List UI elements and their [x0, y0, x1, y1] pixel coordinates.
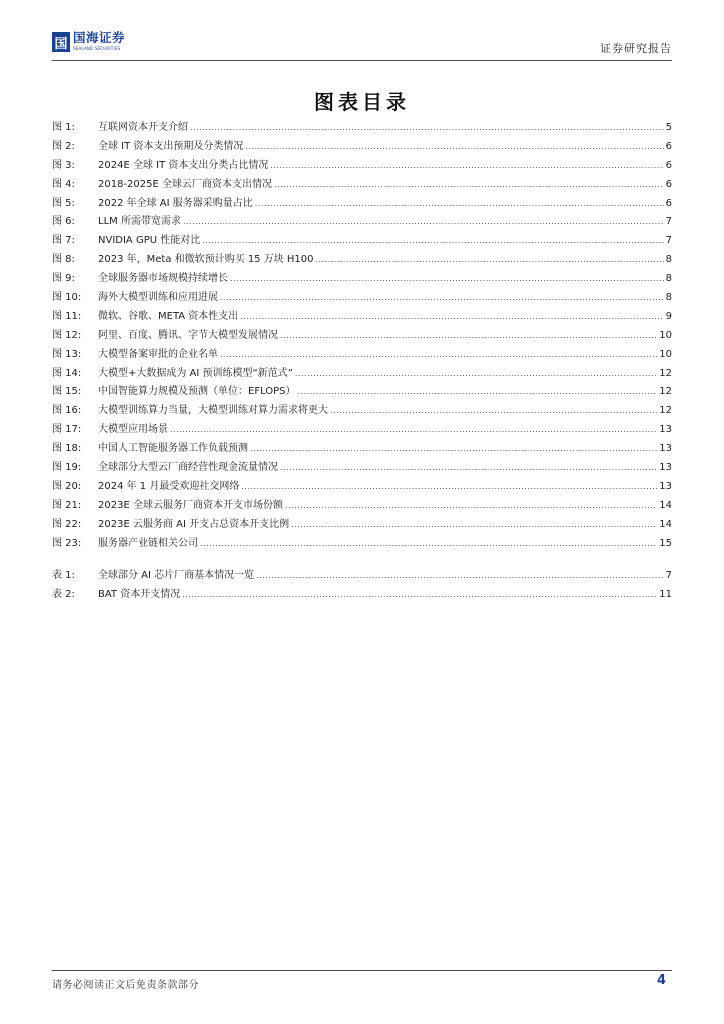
entry-title: 2024 年 1 月最受欢迎社交网络: [98, 480, 240, 492]
entry-page-number: 12: [659, 405, 672, 417]
report-type-label: 证券研究报告: [600, 42, 672, 55]
figure-entry[interactable]: [52, 497, 672, 516]
figure-entry[interactable]: [52, 402, 672, 421]
entry-page-number: 6: [665, 178, 672, 190]
entry-title: 服务器产业链相关公司: [98, 537, 198, 549]
entry-title: NVIDIA GPU 性能对比: [98, 235, 201, 247]
dot-leader: [220, 289, 664, 308]
dot-leader: [291, 516, 657, 535]
dot-leader: [255, 195, 664, 214]
page-header: [52, 30, 672, 58]
dot-leader: [274, 176, 664, 195]
figure-entry[interactable]: [52, 535, 672, 554]
figure-entry[interactable]: [52, 213, 672, 232]
page-title: 图表目录: [314, 90, 410, 114]
entry-page-number: 6: [665, 159, 672, 171]
entry-page-number: 8: [665, 292, 672, 304]
entry-page-number: 7: [665, 216, 672, 228]
entry-page-number: 7: [665, 570, 672, 582]
dot-leader: [316, 251, 664, 270]
dot-leader: [245, 138, 663, 157]
entry-page-number: 10: [659, 348, 672, 360]
entry-page-number: 8: [665, 254, 672, 266]
logo-english-name: SEALAND SECURITIES: [73, 46, 121, 51]
entry-page-number: 11: [659, 589, 672, 601]
dot-leader: [241, 478, 657, 497]
entry-page-number: 6: [665, 197, 672, 209]
entry-title: 2018-2025E 全球云厂商资本支出情况: [98, 178, 273, 190]
entry-label: 图 9:: [52, 273, 75, 285]
entry-page-number: 9: [665, 310, 672, 322]
dot-leader: [170, 421, 657, 440]
entry-label: 图 12:: [52, 329, 82, 341]
entry-label: 表 1:: [52, 570, 75, 582]
entry-title: 全球服务器市场规模持续增长: [98, 273, 228, 285]
figure-entry[interactable]: [52, 383, 672, 402]
logo-mark-icon: 国: [52, 32, 70, 52]
dot-leader: [202, 232, 663, 251]
entry-page-number: 10: [659, 329, 672, 341]
dot-leader: [330, 402, 657, 421]
figure-entry[interactable]: [52, 459, 672, 478]
entry-label: 图 3:: [52, 159, 75, 171]
page-number: 4: [656, 973, 666, 988]
dot-leader: [270, 157, 663, 176]
figure-entry[interactable]: [52, 232, 672, 251]
figure-entry[interactable]: [52, 365, 672, 384]
entry-label: 图 20:: [52, 480, 82, 492]
figure-entry[interactable]: [52, 251, 672, 270]
entry-label: 图 8:: [52, 254, 75, 266]
entry-title: 大模型训练算力当量，大模型训练对算力需求将更大: [98, 405, 328, 417]
sealand-logo: [52, 30, 125, 52]
dot-leader: [280, 327, 657, 346]
entry-page-number: 12: [659, 386, 672, 398]
entry-label: 图 18:: [52, 443, 82, 455]
figure-entry[interactable]: [52, 308, 672, 327]
entry-page-number: 13: [659, 424, 672, 436]
dot-leader: [285, 497, 657, 516]
table-list: [52, 567, 672, 605]
entry-page-number: 14: [659, 499, 672, 511]
entry-title: LLM 所需带宽需求: [98, 216, 181, 228]
entry-label: 图 7:: [52, 235, 75, 247]
dot-leader: [256, 567, 663, 586]
entry-title: 2023 年，Meta 和微软预计购买 15 万块 H100: [98, 254, 314, 266]
footer-divider: [52, 970, 672, 971]
entry-label: 图 19:: [52, 462, 82, 474]
figure-entry[interactable]: [52, 516, 672, 535]
entry-title: 海外大模型训练和应用进展: [98, 292, 218, 304]
entry-title: 互联网资本开支介绍: [98, 122, 188, 133]
entry-label: 图 23:: [52, 537, 82, 549]
entry-title: 全球 IT 资本支出预期及分类情况: [98, 140, 244, 152]
figure-entry[interactable]: [52, 119, 672, 138]
entry-title: 大模型应用场景: [98, 424, 168, 436]
entry-label: 图 6:: [52, 216, 75, 228]
entry-title: 全球部分 AI 芯片厂商基本情况一览: [98, 570, 255, 582]
dot-leader: [190, 119, 664, 138]
dot-leader: [182, 586, 657, 605]
figure-entry[interactable]: [52, 270, 672, 289]
table-entry[interactable]: [52, 567, 672, 586]
entry-label: 图 17:: [52, 424, 82, 436]
figure-entry[interactable]: [52, 195, 672, 214]
entry-title: BAT 资本开支情况: [98, 589, 181, 601]
entry-page-number: 8: [665, 273, 672, 285]
logo-chinese-name: 国海证券: [73, 30, 126, 45]
dot-leader: [240, 308, 663, 327]
figure-entry[interactable]: [52, 478, 672, 497]
entry-page-number: 7: [665, 235, 672, 247]
dot-leader: [200, 535, 657, 554]
figure-entry[interactable]: [52, 346, 672, 365]
entry-page-number: 13: [659, 462, 672, 474]
figure-entry[interactable]: [52, 176, 672, 195]
entry-title: 中国人工智能服务器工作负载预测: [98, 443, 248, 455]
figure-entry[interactable]: [52, 289, 672, 308]
header-divider: [52, 60, 672, 61]
entry-label: 图 1:: [52, 122, 75, 133]
entry-title: 全球部分大型云厂商经营性现金流量情况: [98, 462, 278, 474]
entry-page-number: 12: [659, 367, 672, 379]
entry-label: 表 2:: [52, 589, 75, 601]
entry-title: 中国智能算力规模及预测（单位：EFLOPS）: [98, 386, 296, 398]
figure-entry[interactable]: [52, 157, 672, 176]
dot-leader: [230, 270, 664, 289]
entry-label: 图 14:: [52, 367, 82, 379]
section-gap: [52, 553, 672, 567]
entry-label: 图 2:: [52, 140, 75, 152]
entry-label: 图 5:: [52, 197, 75, 209]
entry-page-number: 13: [659, 480, 672, 492]
entry-page-number: 15: [659, 537, 672, 549]
entry-title: 大模型备案审批的企业名单: [98, 348, 218, 360]
entry-label: 图 21:: [52, 499, 82, 511]
dot-leader: [250, 440, 657, 459]
entry-title: 微软、谷歌、META 资本性支出: [98, 310, 239, 322]
table-entry[interactable]: [52, 586, 672, 605]
entry-label: 图 16:: [52, 405, 82, 417]
disclaimer-note: 请务必阅读正文后免责条款部分: [52, 980, 199, 991]
figure-entry[interactable]: [52, 138, 672, 157]
dot-leader: [298, 383, 658, 402]
entry-label: 图 22:: [52, 518, 82, 530]
entry-title: 大模型+大数据成为 AI 预训练模型“新范式”: [98, 367, 293, 379]
entry-label: 图 11:: [52, 310, 82, 322]
entry-page-number: 6: [665, 140, 672, 152]
table-of-figures: [52, 119, 672, 605]
entry-title: 阿里、百度、腾讯、字节大模型发展情况: [98, 329, 278, 341]
entry-label: 图 15:: [52, 386, 82, 398]
entry-title: 2023E 云服务商 AI 开支占总资本开支比例: [98, 518, 290, 530]
entry-title: 2024E 全球 IT 资本支出分类占比情况: [98, 159, 269, 171]
entry-page-number: 13: [659, 443, 672, 455]
figure-list: [52, 119, 672, 553]
entry-title: 2023E 全球云服务厂商资本开支市场份额: [98, 499, 283, 511]
dot-leader: [280, 459, 657, 478]
dot-leader: [220, 346, 657, 365]
entry-label: 图 10:: [52, 292, 82, 304]
figure-entry[interactable]: [52, 421, 672, 440]
entry-title: 2022 年全球 AI 服务器采购量占比: [98, 197, 253, 209]
entry-label: 图 4:: [52, 178, 75, 190]
figure-entry[interactable]: [52, 440, 672, 459]
entry-label: 图 13:: [52, 348, 82, 360]
entry-page-number: 5: [665, 122, 672, 133]
dot-leader: [295, 365, 657, 384]
entry-page-number: 14: [659, 518, 672, 530]
dot-leader: [183, 213, 664, 232]
figure-entry[interactable]: [52, 327, 672, 346]
